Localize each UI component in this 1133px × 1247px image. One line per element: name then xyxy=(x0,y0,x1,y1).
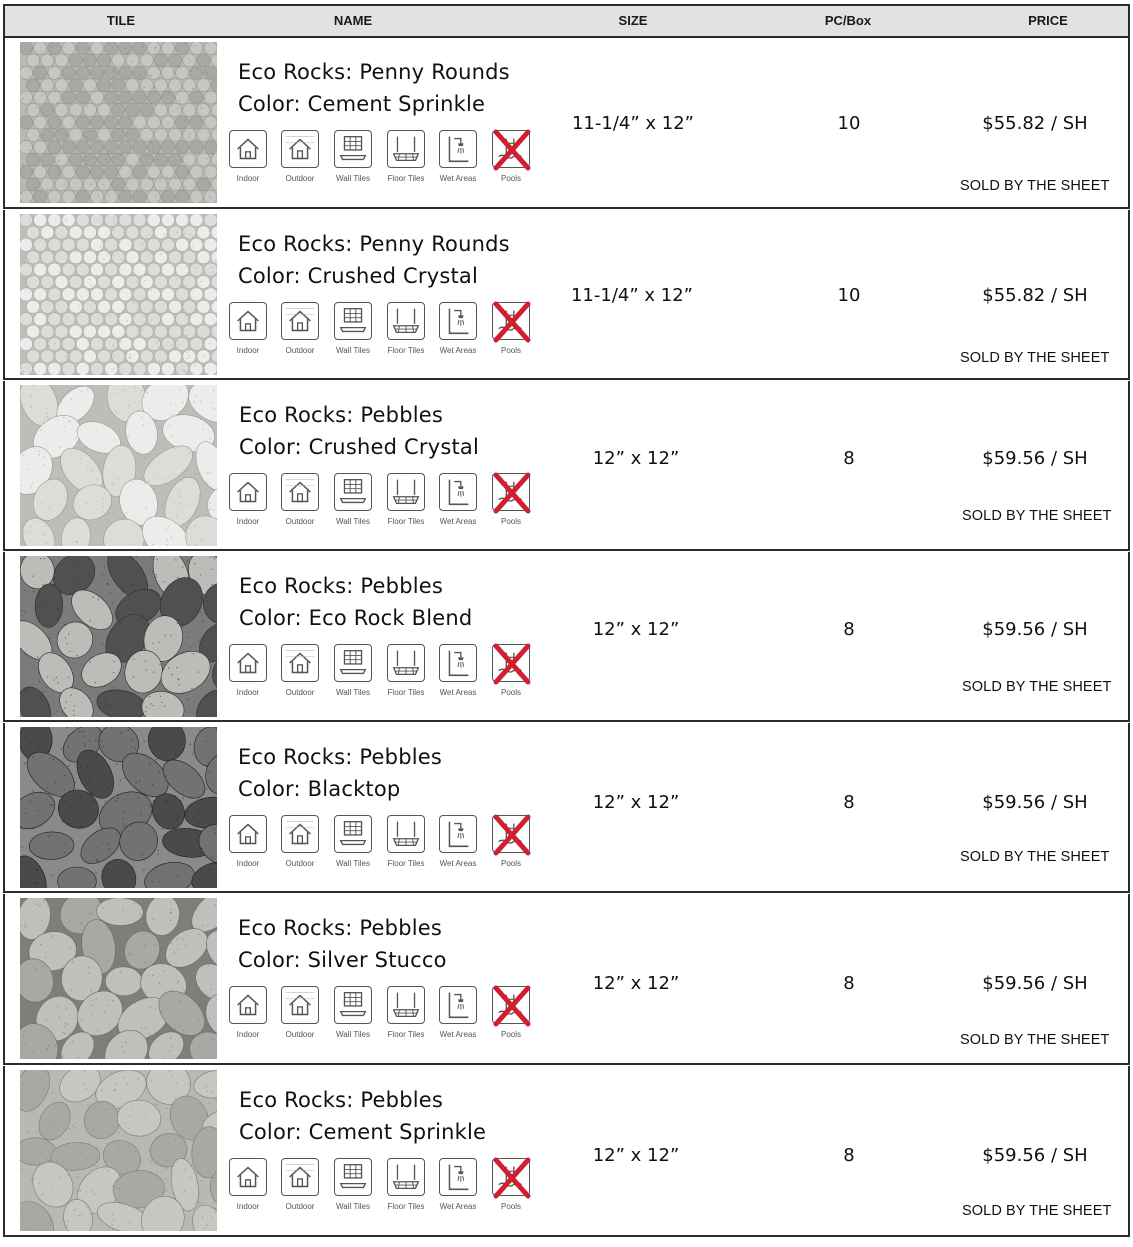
product-name-block xyxy=(238,228,568,292)
icon-label: Outdoor xyxy=(285,859,315,868)
sold-by-note: SOLD BY THE SHEET xyxy=(960,350,1110,366)
outdoor-usage xyxy=(275,1158,325,1218)
icon-label: Outdoor xyxy=(285,1202,315,1211)
tile-size: 12” x 12” xyxy=(592,619,680,640)
tile-size: 12” x 12” xyxy=(592,1145,680,1166)
wall-tiles-icon xyxy=(334,986,372,1024)
price: $59.56 / SH xyxy=(982,792,1088,813)
sold-by-note: SOLD BY THE SHEET xyxy=(960,1032,1110,1048)
product-name-block xyxy=(238,741,568,805)
outdoor-usage xyxy=(275,473,325,533)
icon-label: Wet Areas xyxy=(439,517,477,526)
price: $59.56 / SH xyxy=(982,973,1088,994)
pools-usage xyxy=(486,302,536,362)
tile-image xyxy=(20,898,217,1059)
pools-usage xyxy=(486,1158,536,1218)
product-color: Color: Crushed Crystal xyxy=(239,435,479,459)
outdoor-usage xyxy=(275,986,325,1046)
product-name-block xyxy=(239,1084,569,1148)
product-name-block xyxy=(239,570,569,634)
floor-tiles-icon xyxy=(387,130,425,168)
wet-areas-usage xyxy=(433,302,483,362)
icon-label: Indoor xyxy=(236,859,260,868)
icon-label: Wall Tiles xyxy=(336,859,370,868)
not-suitable-cross-icon xyxy=(490,126,534,174)
wet-areas-icon xyxy=(439,986,477,1024)
icon-label: Outdoor xyxy=(285,688,315,697)
floor-tiles-icon xyxy=(387,1158,425,1196)
icon-label: Outdoor xyxy=(285,1030,315,1039)
icon-label: Indoor xyxy=(236,517,260,526)
sold-by-note: SOLD BY THE SHEET xyxy=(962,679,1112,695)
not-suitable-cross-icon xyxy=(490,640,534,688)
sold-by-note: SOLD BY THE SHEET xyxy=(960,849,1110,865)
product-color: Color: Crushed Crystal xyxy=(238,264,478,288)
product-color: Color: Blacktop xyxy=(238,777,401,801)
wall-tiles-usage xyxy=(328,815,378,875)
wall-tiles-icon xyxy=(334,644,372,682)
icon-label: Pools xyxy=(500,688,521,697)
tile-size: 12” x 12” xyxy=(592,792,680,813)
table-row xyxy=(3,894,1130,1065)
pieces-per-box: 8 xyxy=(843,973,855,994)
pools-usage xyxy=(486,986,536,1046)
price: $59.56 / SH xyxy=(982,619,1088,640)
floor-tiles-icon xyxy=(387,644,425,682)
tile-size: 12” x 12” xyxy=(592,973,680,994)
product-name-block xyxy=(239,399,569,463)
icon-label: Pools xyxy=(500,1030,521,1039)
floor-tiles-usage xyxy=(381,815,431,875)
usage-icons xyxy=(223,644,543,704)
icon-label: Floor Tiles xyxy=(387,1202,425,1211)
icon-label: Floor Tiles xyxy=(387,346,425,355)
header-size: SIZE xyxy=(618,13,648,28)
pieces-per-box: 10 xyxy=(837,113,861,134)
header-name: NAME xyxy=(333,13,373,28)
pieces-per-box: 8 xyxy=(843,792,855,813)
wall-tiles-icon xyxy=(334,1158,372,1196)
icon-label: Wall Tiles xyxy=(336,1202,370,1211)
icon-label: Floor Tiles xyxy=(387,859,425,868)
table-row xyxy=(3,38,1130,209)
sold-by-note: SOLD BY THE SHEET xyxy=(960,178,1110,194)
wet-areas-usage xyxy=(433,130,483,190)
indoor-icon xyxy=(229,302,267,340)
pieces-per-box: 10 xyxy=(837,285,861,306)
icon-label: Wall Tiles xyxy=(336,517,370,526)
usage-icons xyxy=(223,302,543,362)
indoor-icon xyxy=(229,815,267,853)
floor-tiles-icon xyxy=(387,302,425,340)
pieces-per-box: 8 xyxy=(843,448,855,469)
not-suitable-cross-icon xyxy=(490,1154,534,1202)
outdoor-usage xyxy=(275,644,325,704)
tile-image xyxy=(20,556,217,717)
floor-tiles-icon xyxy=(387,815,425,853)
wall-tiles-icon xyxy=(334,815,372,853)
wet-areas-icon xyxy=(439,130,477,168)
usage-icons xyxy=(223,473,543,533)
product-name: Eco Rocks: Penny Rounds xyxy=(238,60,510,84)
wall-tiles-usage xyxy=(328,644,378,704)
table-row xyxy=(3,723,1130,893)
table-row xyxy=(3,381,1130,551)
tile-image xyxy=(20,727,217,888)
wall-tiles-usage xyxy=(328,130,378,190)
product-name-block xyxy=(238,56,568,120)
indoor-usage xyxy=(223,130,273,190)
floor-tiles-icon xyxy=(387,986,425,1024)
outdoor-usage xyxy=(275,815,325,875)
pools-usage xyxy=(486,644,536,704)
table-row xyxy=(3,1066,1130,1237)
icon-label: Indoor xyxy=(236,346,260,355)
wall-tiles-icon xyxy=(334,302,372,340)
header-tile: TILE xyxy=(106,13,136,28)
product-name: Eco Rocks: Pebbles xyxy=(239,403,444,427)
sold-by-note: SOLD BY THE SHEET xyxy=(962,508,1112,524)
icon-label: Outdoor xyxy=(285,346,315,355)
wet-areas-icon xyxy=(439,815,477,853)
tile-size: 11-1/4” x 12” xyxy=(571,113,695,134)
tile-sample-image xyxy=(20,556,217,717)
wet-areas-usage xyxy=(433,473,483,533)
icon-label: Wet Areas xyxy=(439,174,477,183)
icon-label: Wet Areas xyxy=(439,859,477,868)
usage-icons xyxy=(223,986,543,1046)
tile-sample-image xyxy=(20,214,217,375)
indoor-usage xyxy=(223,473,273,533)
pieces-per-box: 8 xyxy=(843,1145,855,1166)
outdoor-icon xyxy=(281,986,319,1024)
icon-label: Floor Tiles xyxy=(387,517,425,526)
tile-sample-image xyxy=(20,1070,217,1231)
tile-image xyxy=(20,42,217,203)
icon-label: Wet Areas xyxy=(439,1202,477,1211)
tile-sample-image xyxy=(20,727,217,888)
pools-usage xyxy=(486,473,536,533)
floor-tiles-usage xyxy=(381,644,431,704)
table-header xyxy=(3,4,1130,38)
not-suitable-cross-icon xyxy=(490,811,534,859)
icon-label: Indoor xyxy=(236,174,260,183)
icon-label: Outdoor xyxy=(285,517,315,526)
product-name: Eco Rocks: Pebbles xyxy=(238,916,443,940)
outdoor-icon xyxy=(281,644,319,682)
indoor-usage xyxy=(223,302,273,362)
wet-areas-icon xyxy=(439,644,477,682)
outdoor-usage xyxy=(275,130,325,190)
product-name-block xyxy=(238,912,568,976)
icon-label: Wall Tiles xyxy=(336,688,370,697)
price: $55.82 / SH xyxy=(982,113,1088,134)
floor-tiles-icon xyxy=(387,473,425,511)
icon-label: Pools xyxy=(500,517,521,526)
wet-areas-usage xyxy=(433,986,483,1046)
wall-tiles-usage xyxy=(328,302,378,362)
wall-tiles-usage xyxy=(328,986,378,1046)
tile-image xyxy=(20,385,217,546)
product-name: Eco Rocks: Pebbles xyxy=(239,1088,444,1112)
floor-tiles-usage xyxy=(381,1158,431,1218)
indoor-usage xyxy=(223,815,273,875)
wet-areas-icon xyxy=(439,1158,477,1196)
usage-icons xyxy=(223,130,543,190)
indoor-icon xyxy=(229,1158,267,1196)
icon-label: Outdoor xyxy=(285,174,315,183)
price: $59.56 / SH xyxy=(982,448,1088,469)
icon-label: Floor Tiles xyxy=(387,1030,425,1039)
icon-label: Wet Areas xyxy=(439,346,477,355)
icon-label: Pools xyxy=(500,859,521,868)
indoor-usage xyxy=(223,1158,273,1218)
wall-tiles-usage xyxy=(328,1158,378,1218)
outdoor-usage xyxy=(275,302,325,362)
product-color: Color: Cement Sprinkle xyxy=(239,1120,487,1144)
floor-tiles-usage xyxy=(381,130,431,190)
header-price: PRICE xyxy=(1028,13,1068,28)
outdoor-icon xyxy=(281,302,319,340)
indoor-icon xyxy=(229,473,267,511)
icon-label: Pools xyxy=(500,174,521,183)
wall-tiles-icon xyxy=(334,473,372,511)
not-suitable-cross-icon xyxy=(490,469,534,517)
pools-usage xyxy=(486,815,536,875)
not-suitable-cross-icon xyxy=(490,298,534,346)
tile-sample-image xyxy=(20,385,217,546)
icon-label: Floor Tiles xyxy=(387,174,425,183)
usage-icons xyxy=(223,815,543,875)
product-color: Color: Eco Rock Blend xyxy=(239,606,473,630)
icon-label: Indoor xyxy=(236,688,260,697)
wet-areas-icon xyxy=(439,302,477,340)
indoor-icon xyxy=(229,644,267,682)
wet-areas-usage xyxy=(433,815,483,875)
icon-label: Floor Tiles xyxy=(387,688,425,697)
price: $59.56 / SH xyxy=(982,1145,1088,1166)
product-color: Color: Cement Sprinkle xyxy=(238,92,486,116)
icon-label: Wall Tiles xyxy=(336,1030,370,1039)
price: $55.82 / SH xyxy=(982,285,1088,306)
outdoor-icon xyxy=(281,473,319,511)
wet-areas-icon xyxy=(439,473,477,511)
wall-tiles-icon xyxy=(334,130,372,168)
table-row xyxy=(3,552,1130,722)
wall-tiles-usage xyxy=(328,473,378,533)
pools-usage xyxy=(486,130,536,190)
indoor-usage xyxy=(223,644,273,704)
indoor-icon xyxy=(229,130,267,168)
tile-image xyxy=(20,214,217,375)
icon-label: Pools xyxy=(500,346,521,355)
floor-tiles-usage xyxy=(381,986,431,1046)
indoor-icon xyxy=(229,986,267,1024)
icon-label: Wet Areas xyxy=(439,688,477,697)
wet-areas-usage xyxy=(433,644,483,704)
wet-areas-usage xyxy=(433,1158,483,1218)
outdoor-icon xyxy=(281,130,319,168)
tile-size: 12” x 12” xyxy=(592,448,680,469)
header-pc-box: PC/Box xyxy=(824,13,872,28)
tile-sample-image xyxy=(20,42,217,203)
outdoor-icon xyxy=(281,1158,319,1196)
icon-label: Indoor xyxy=(236,1202,260,1211)
icon-label: Wall Tiles xyxy=(336,346,370,355)
sold-by-note: SOLD BY THE SHEET xyxy=(962,1203,1112,1219)
tile-image xyxy=(20,1070,217,1231)
product-name: Eco Rocks: Penny Rounds xyxy=(238,232,510,256)
indoor-usage xyxy=(223,986,273,1046)
icon-label: Indoor xyxy=(236,1030,260,1039)
icon-label: Wet Areas xyxy=(439,1030,477,1039)
icon-label: Wall Tiles xyxy=(336,174,370,183)
icon-label: Pools xyxy=(500,1202,521,1211)
floor-tiles-usage xyxy=(381,302,431,362)
product-name: Eco Rocks: Pebbles xyxy=(239,574,444,598)
product-name: Eco Rocks: Pebbles xyxy=(238,745,443,769)
table-row xyxy=(3,210,1130,380)
not-suitable-cross-icon xyxy=(490,982,534,1030)
tile-size: 11-1/4” x 12” xyxy=(570,285,694,306)
outdoor-icon xyxy=(281,815,319,853)
floor-tiles-usage xyxy=(381,473,431,533)
usage-icons xyxy=(223,1158,543,1218)
pieces-per-box: 8 xyxy=(843,619,855,640)
tile-sample-image xyxy=(20,898,217,1059)
product-color: Color: Silver Stucco xyxy=(238,948,447,972)
